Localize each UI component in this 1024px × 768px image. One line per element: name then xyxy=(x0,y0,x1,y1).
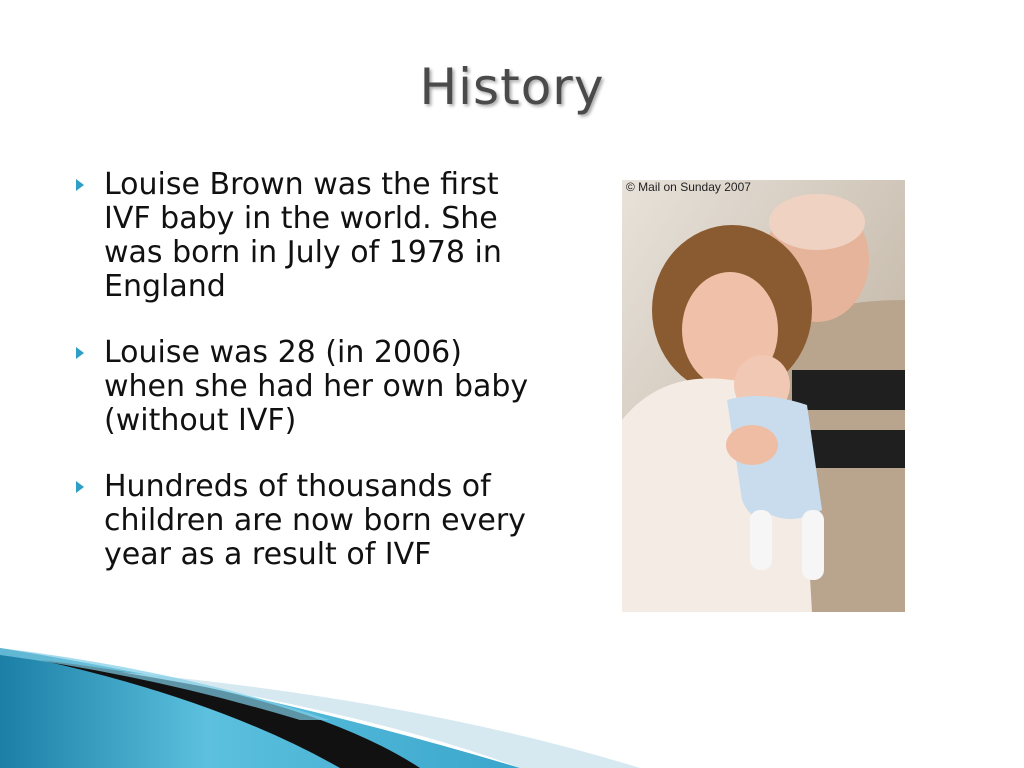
photo-caption: © Mail on Sunday 2007 xyxy=(626,180,751,194)
family-photo-illustration xyxy=(622,180,905,612)
bullet-item xyxy=(76,168,546,304)
bullet-arrow-icon xyxy=(76,179,84,191)
bullet-item xyxy=(76,336,546,438)
bullet-text: Hundreds of thousands of children are now born every year as a result of IVF xyxy=(104,469,526,572)
bullet-arrow-icon xyxy=(76,481,84,493)
bullet-arrow-icon xyxy=(76,347,84,359)
bullet-list xyxy=(76,168,546,604)
slide-title: History xyxy=(419,58,605,116)
bullet-text: Louise Brown was the first IVF baby in the world. She was born in July of 1978 in England xyxy=(104,167,502,304)
family-photo xyxy=(622,180,905,612)
bullet-item xyxy=(76,470,546,572)
bullet-text: Louise was 28 (in 2006) when she had her own baby (without IVF) xyxy=(104,335,529,438)
